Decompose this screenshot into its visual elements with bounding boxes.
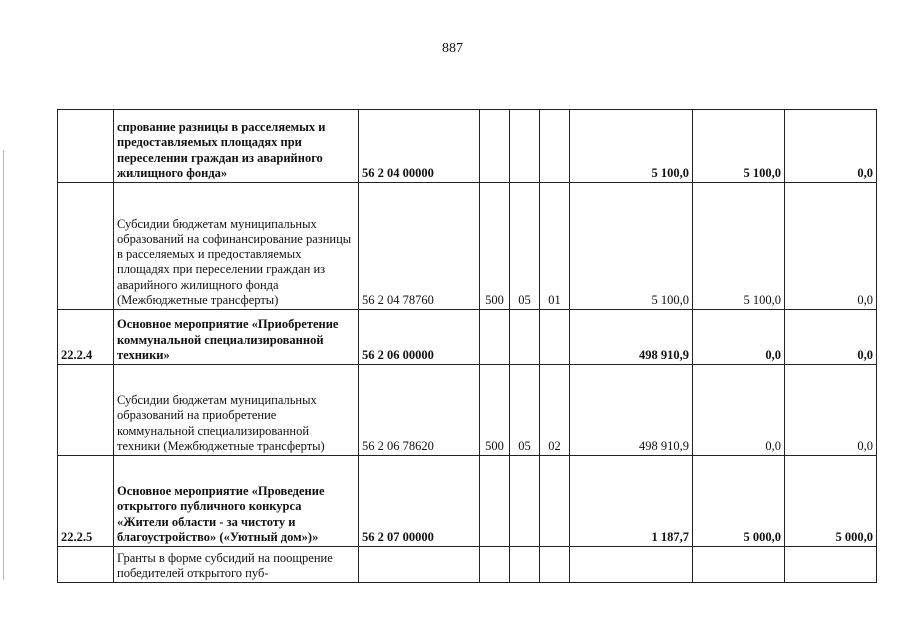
row-section (510, 456, 540, 547)
table-row (58, 310, 877, 365)
row-name: спрование разницы в расселяемых и предоставляемых площадях при переселении граждан из аварийного жилищного фонда» (114, 110, 359, 183)
row-subsection (540, 110, 570, 183)
row-subsection: 01 (540, 183, 570, 310)
table-row (58, 365, 877, 456)
row-amount-3: 0,0 (785, 183, 877, 310)
table-row (58, 110, 877, 183)
row-section (510, 547, 540, 583)
row-number: 22.2.5 (58, 456, 114, 547)
row-target-code: 56 2 04 00000 (359, 110, 480, 183)
row-section (510, 310, 540, 365)
page-number: 887 (442, 41, 463, 56)
row-subsection (540, 310, 570, 365)
row-name: Гранты в форме субсидий на поощрение победителей открытого пуб- (114, 547, 359, 583)
row-number (58, 110, 114, 183)
row-expense-type (480, 456, 510, 547)
row-name: Основное мероприятие «Приобретение коммунальной специализированной техники» (114, 310, 359, 365)
row-subsection: 02 (540, 365, 570, 456)
row-expense-type: 500 (480, 365, 510, 456)
table-row (58, 547, 877, 583)
budget-table (57, 109, 877, 583)
row-amount-2 (693, 547, 785, 583)
row-subsection (540, 547, 570, 583)
row-expense-type (480, 110, 510, 183)
row-amount-3: 0,0 (785, 365, 877, 456)
row-number: 22.2.4 (58, 310, 114, 365)
row-number (58, 365, 114, 456)
row-amount-1: 1 187,7 (570, 456, 693, 547)
row-name: Субсидии бюджетам муниципальных образований на софинансирование разницы в расселяемых и предоставляемых площадях при переселении граждан из аварийного жилищного фонда (Межбюджетные трансферты) (114, 183, 359, 310)
row-section: 05 (510, 183, 540, 310)
row-name: Основное мероприятие «Проведение открытого публичного конкурса «Жители области - за чистоту и благоустройство» («Уютный дом»)» (114, 456, 359, 547)
row-amount-1: 498 910,9 (570, 365, 693, 456)
row-target-code: 56 2 06 78620 (359, 365, 480, 456)
row-number (58, 547, 114, 583)
row-amount-1 (570, 547, 693, 583)
row-amount-2: 5 100,0 (693, 110, 785, 183)
row-amount-3: 0,0 (785, 310, 877, 365)
row-section (510, 110, 540, 183)
row-number (58, 183, 114, 310)
row-name: Субсидии бюджетам муниципальных образований на приобретение коммунальной специализированной техники (Межбюджетные трансферты) (114, 365, 359, 456)
row-target-code: 56 2 04 78760 (359, 183, 480, 310)
row-target-code: 56 2 07 00000 (359, 456, 480, 547)
row-amount-2: 0,0 (693, 310, 785, 365)
margin-rule (3, 150, 4, 580)
row-amount-1: 5 100,0 (570, 183, 693, 310)
table-row (58, 456, 877, 547)
row-amount-3: 5 000,0 (785, 456, 877, 547)
row-expense-type (480, 310, 510, 365)
row-subsection (540, 456, 570, 547)
row-amount-1: 498 910,9 (570, 310, 693, 365)
row-amount-2: 5 000,0 (693, 456, 785, 547)
row-expense-type (480, 547, 510, 583)
row-target-code: 56 2 06 00000 (359, 310, 480, 365)
row-amount-2: 5 100,0 (693, 183, 785, 310)
row-amount-3: 0,0 (785, 110, 877, 183)
row-amount-1: 5 100,0 (570, 110, 693, 183)
row-section: 05 (510, 365, 540, 456)
table-row (58, 183, 877, 310)
row-amount-2: 0,0 (693, 365, 785, 456)
row-amount-3 (785, 547, 877, 583)
row-expense-type: 500 (480, 183, 510, 310)
row-target-code (359, 547, 480, 583)
